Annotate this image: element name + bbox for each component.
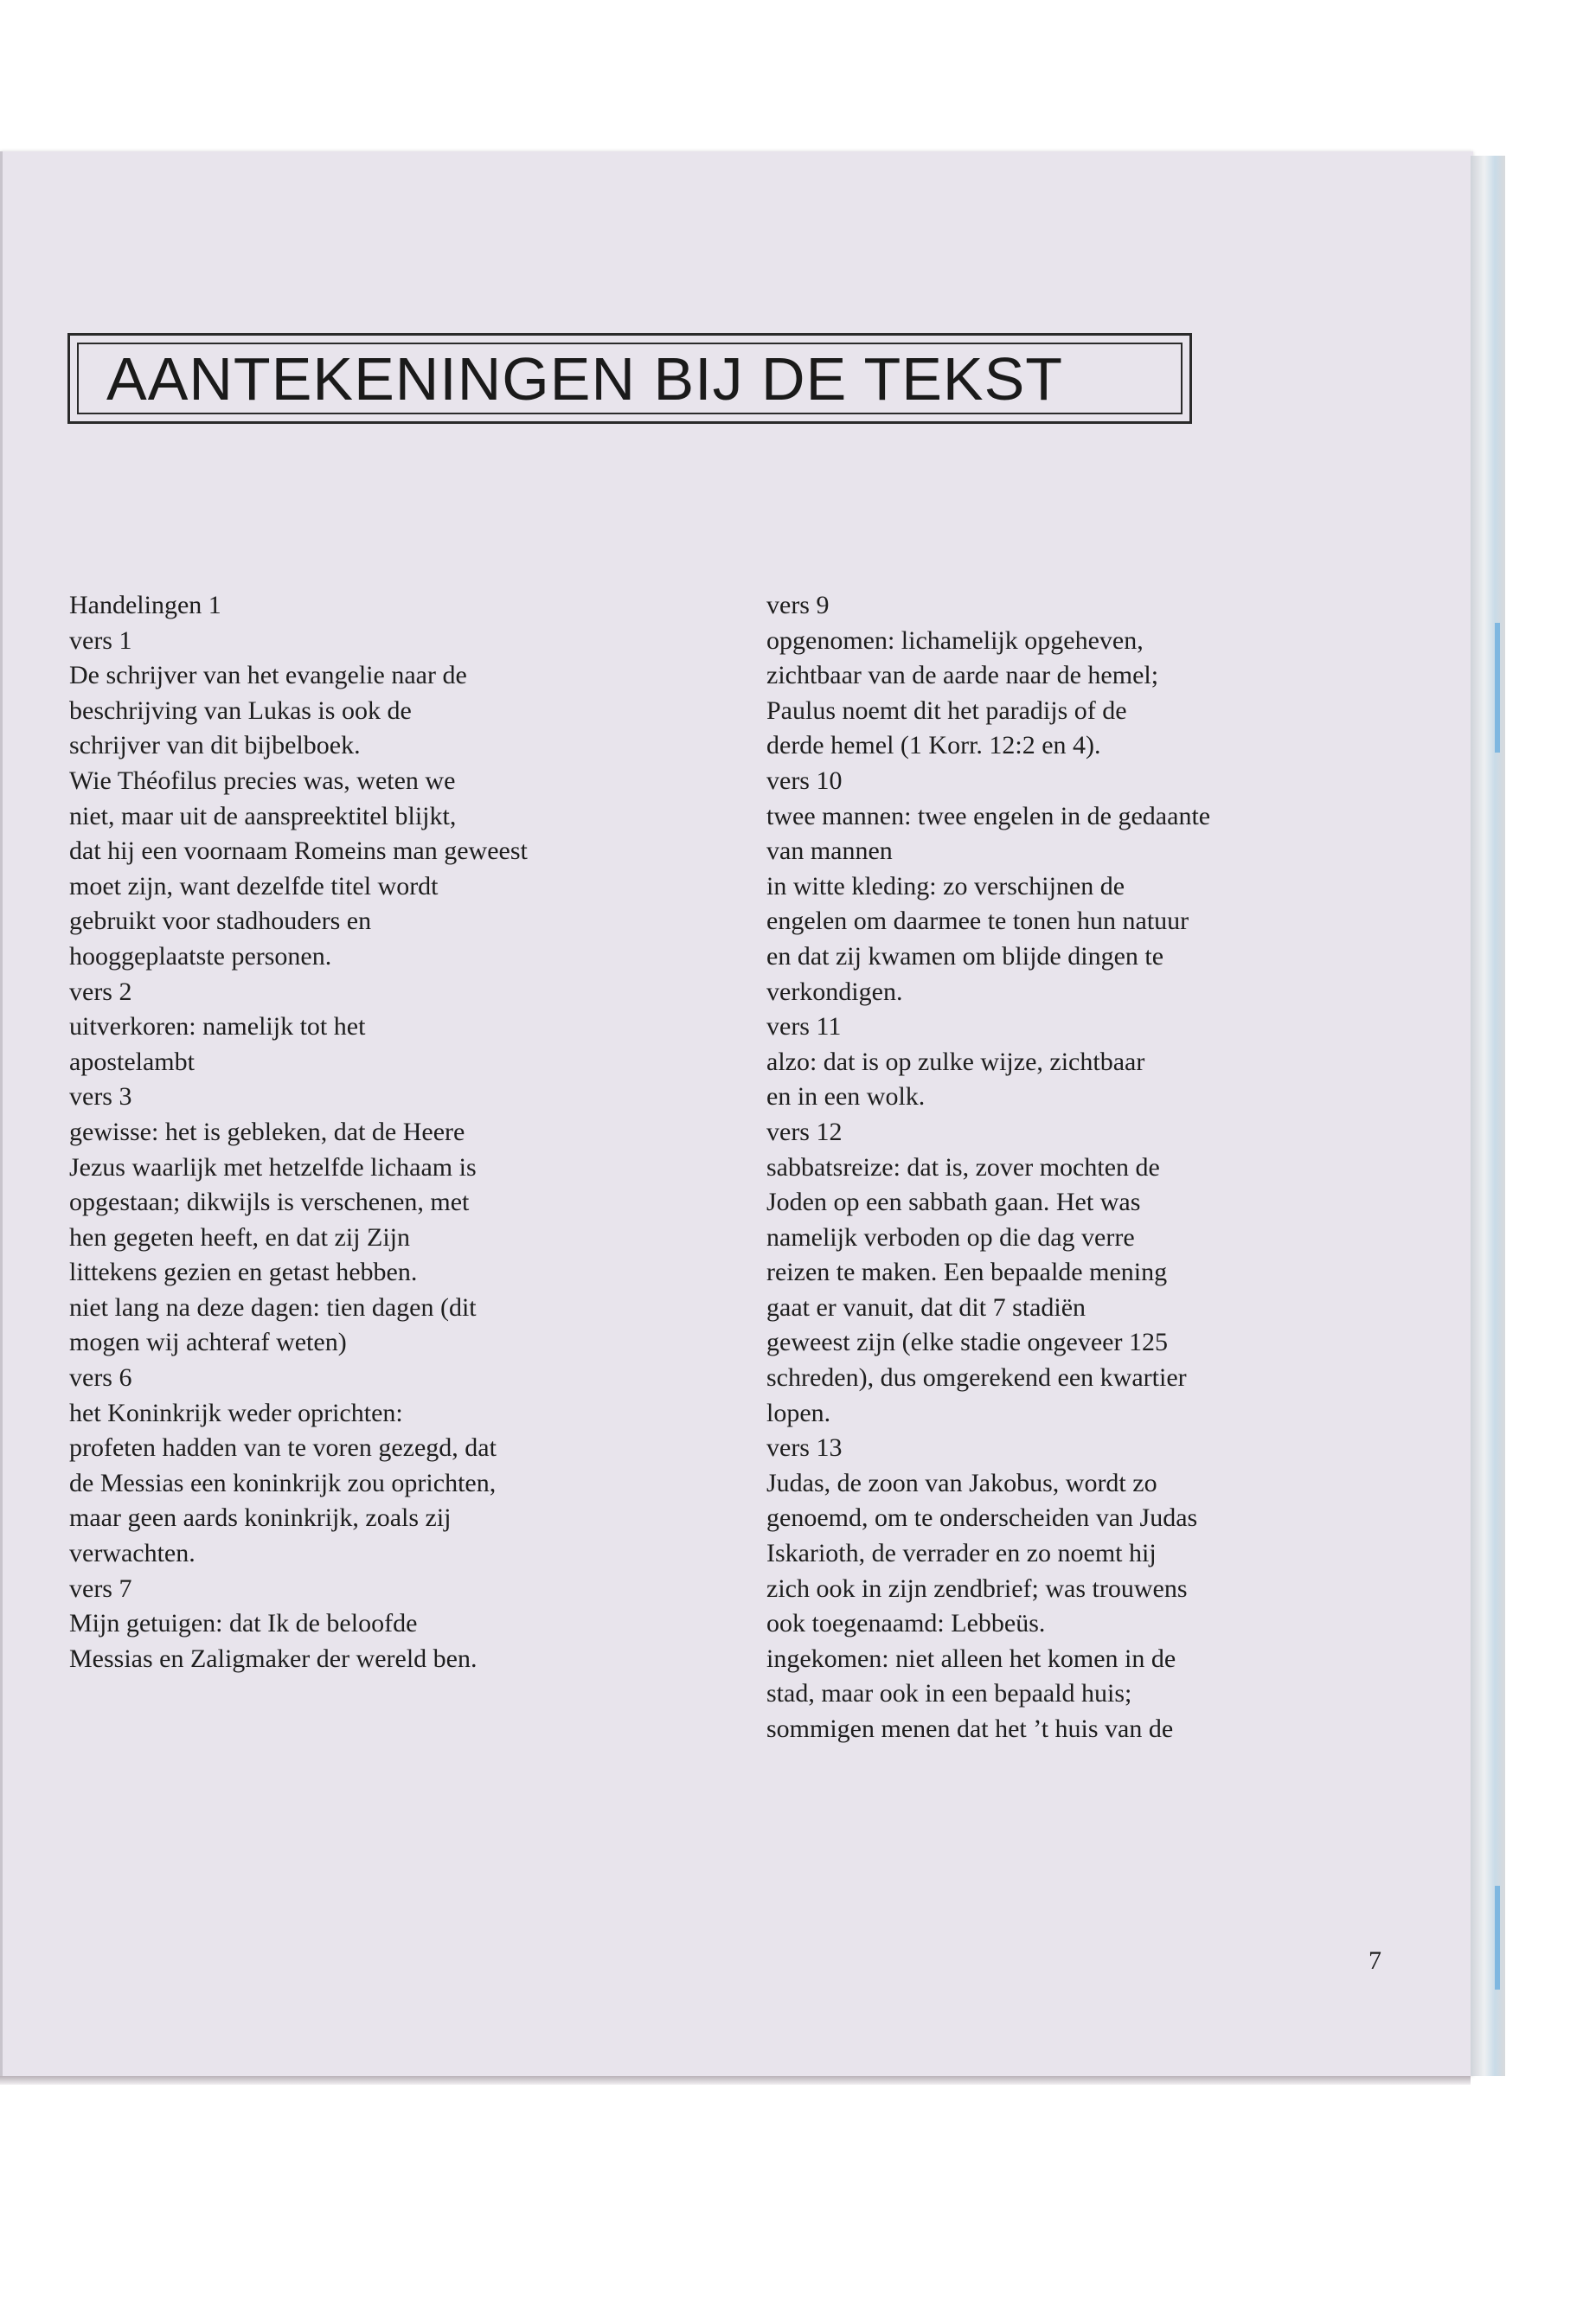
verse-note: alzo: dat is op zulke wijze, zichtbaar en in een wolk. xyxy=(766,1047,1145,1112)
verse-note: Wie Théofilus precies was, weten we niet, maar uit de aanspreektitel blijkt, dat hij een voornaam Romeins man geweest moet zijn, want dezelfde titel wordt gebruikt voor stadhouders en hooggeplaatste personen. xyxy=(69,766,528,971)
verse-note: in witte kleding: zo verschijnen de engelen om daarmee te tonen hun natuur en dat zij kwamen om blijde dingen te verkondigen. xyxy=(766,871,1189,1006)
verse-note: niet lang na deze dagen: tien dagen (dit mogen wij achteraf weten) xyxy=(69,1292,477,1357)
verse-note: gewisse: het is gebleken, dat de Heere Jezus waarlijk met hetzelfde lichaam is opgestaan; dikwijls is verschenen, met hen gegeten heeft, en dat zij Zijn littekens gezien en getast hebben. xyxy=(69,1117,477,1287)
verse-label: vers 13 xyxy=(766,1433,843,1463)
verse-label: vers 9 xyxy=(766,591,830,619)
section-banner xyxy=(67,333,1192,424)
verse-note: twee mannen: twee engelen in de gedaante van mannen xyxy=(766,801,1211,866)
verse-label: vers 12 xyxy=(766,1117,843,1146)
verse-note: ingekomen: niet alleen het komen in de stad, maar ook in een bepaald huis; sommigen menen dat het ’t huis van de xyxy=(766,1644,1176,1743)
page-edge xyxy=(1471,156,1505,2076)
verse-note: uitverkoren: namelijk tot het apostelambt xyxy=(69,1012,366,1076)
verse-note: Judas, de zoon van Jakobus, wordt zo genoemd, om te onderscheiden van Judas Iskarioth, de verrader en zo noemt hij zich ook in zijn zendbrief; was trouwens ook toegenaamd: Lebbeüs. xyxy=(766,1468,1198,1638)
verse-label: vers 10 xyxy=(766,766,843,795)
verse-label: vers 6 xyxy=(69,1363,132,1393)
verse-label: vers 7 xyxy=(69,1574,132,1603)
page-number: 7 xyxy=(1368,1946,1381,1975)
chapter-heading: Handelingen 1 xyxy=(69,591,221,619)
edge-tab-marker xyxy=(1495,1886,1500,1990)
verse-label: vers 11 xyxy=(766,1012,842,1042)
verse-label: vers 2 xyxy=(69,977,132,1006)
verse-note: sabbatsreize: dat is, zover mochten de Joden op een sabbath gaan. Het was namelijk verboden op die dag verre reizen te maken. Een bepaalde mening gaat er vanuit, dat dit 7 stadiën geweest zijn (elke stadie ongeveer 125 schreden), dus omgerekend een kwartier lopen. xyxy=(766,1152,1187,1427)
verse-label: vers 3 xyxy=(69,1082,132,1112)
verse-label: vers 1 xyxy=(69,625,132,655)
right-column xyxy=(766,588,1407,1747)
verse-note: De schrijver van het evangelie naar de beschrijving van Lukas is ook de schrijver van dit bijbelboek. xyxy=(69,661,467,760)
verse-note: het Koninkrijk weder oprichten: profeten hadden van te voren gezegd, dat de Messias een koninkrijk zou oprichten, maar geen aards koninkrijk, zoals zij verwachten. xyxy=(69,1398,497,1568)
edge-tab-marker xyxy=(1495,623,1500,753)
page-bottom-edge xyxy=(0,2076,1471,2085)
page-title: AANTEKENINGEN BIJ DE TEKST xyxy=(106,345,1064,413)
left-column xyxy=(69,588,779,1676)
verse-note: opgenomen: lichamelijk opgeheven, zichtbaar van de aarde naar de hemel; Paulus noemt dit het paradijs of de derde hemel (1 Korr. 12:2 en 4). xyxy=(766,625,1159,760)
verse-note: Mijn getuigen: dat Ik de beloofde Messias en Zaligmaker der wereld ben. xyxy=(69,1609,478,1673)
